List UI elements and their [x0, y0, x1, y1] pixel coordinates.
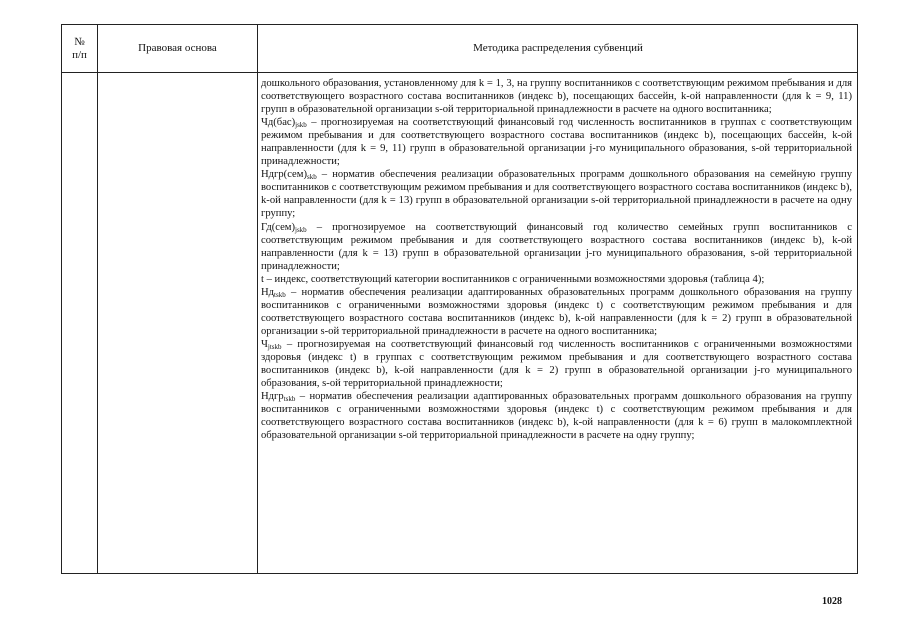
method-paragraph [261, 286, 852, 338]
method-text-cell [261, 77, 852, 442]
method-paragraph [261, 338, 852, 390]
methodology-table [61, 24, 858, 574]
variable-subscript: skb [306, 173, 317, 182]
method-paragraph [261, 116, 852, 168]
column-divider [257, 25, 258, 573]
variable-subscript: jskb [295, 121, 307, 130]
method-paragraph [261, 273, 852, 286]
header-divider [62, 72, 857, 73]
variable-subscript: tskb [274, 290, 286, 299]
paragraph-lead: Гд(сем) [261, 221, 296, 233]
header-method-label: Методика распределения субвенций [473, 42, 643, 54]
paragraph-lead: дошкольного образования, установленному для k = 1, 3, на группу воспитанников с соответствующим режимом пребывания и для соответствующего возрастного состава воспитанников (индекс b), посещающих бассейн, k-ой направленности (для k = 9, 11) групп в образовательной организации s-ой территориальной принадлежности в расчете на одного воспитанника; [261, 78, 852, 116]
paragraph-lead: Ндгр [261, 391, 284, 403]
paragraph-lead: Ндгр(сем) [261, 169, 307, 181]
header-method [258, 25, 858, 72]
header-basis [98, 25, 257, 72]
paragraph-lead: t – индекс, соответствующий категории воспитанников с ограниченными возможностями здоровья (таблица 4); [261, 273, 765, 285]
paragraph-definition: – норматив обеспечения реализации адаптированных образовательных программ дошкольного образования на группу воспитанников с ограниченными возможностями здоровья (индекс t) с соответствующим режимом пребывания и для соответствующего возрастного состава воспитанников (индекс b), k-ой направленности (для k = 2) групп в образовательной организации s-ой территориальной принадлежности в расчете на одного воспитанника; [261, 286, 852, 337]
paragraph-definition: – прогнозируемое на соответствующий финансовый год количество семейных групп воспитанников с соответствующим режимом пребывания и для соответствующего возрастного состава воспитанников (индекс b), k-ой направленности (для k = 13) групп в образовательной организации j-го муниципального образования, s-ой территориальной принадлежности; [261, 221, 852, 272]
paragraph-definition: – прогнозируемая на соответствующий финансовый год численность воспитанников в группах с соответствующим режимом пребывания и для соответствующего возрастного состава воспитанников (индекс b), посещающих бассейн, k-ой направленности (для k = 9, 11) групп в образовательной организации j-го муниципального образования, s-ой территориальной принадлежности; [261, 117, 852, 168]
paragraph-lead: Нд [261, 286, 275, 298]
page-number: 1028 [822, 596, 842, 607]
variable-subscript: jtskb [267, 342, 282, 351]
paragraph-definition: – прогнозируемая на соответствующий финансовый год численность воспитанников с ограниченными возможностями здоровья (индекс t) в группах с соответствующим режимом пребывания и для соответствующего возрастного состава воспитанников (индекс b), k-ой направленности (для k = 2) групп в образовательной организации j-го муниципального образования, s-ой территориальной принадлежности; [261, 338, 852, 390]
method-paragraph [261, 77, 852, 116]
method-paragraph [261, 221, 852, 273]
variable-subscript: jskb [295, 225, 307, 234]
column-divider [97, 25, 98, 573]
paragraph-lead: Ч [261, 338, 268, 350]
header-basis-label: Правовая основа [138, 42, 217, 54]
header-number [62, 25, 97, 72]
method-paragraph [261, 390, 852, 442]
header-number-label: № п/п [72, 35, 87, 61]
paragraph-definition: – норматив обеспечения реализации образовательных программ дошкольного образования на семейную группу воспитанников с соответствующим режимом пребывания и для соответствующего возрастного состава воспитанников (индекс b), k-ой направленности (для k = 13) групп в образовательной организации s-ой территориальной принадлежности в расчете на одну группу; [261, 169, 852, 220]
paragraph-definition: – норматив обеспечения реализации адаптированных образовательных программ дошкольного образования на группу воспитанников с ограниченными возможностями здоровья (индекс t) с соответствующим режимом пребывания и для соответствующего возрастного состава воспитанников (индекс b), k-ой направленности (для k = 6) групп в малокомплектной образовательной организации s-ой территориальной принадлежности в расчете на одну группу; [261, 391, 852, 442]
paragraph-lead: Чд(бас) [261, 117, 296, 129]
variable-subscript: tskb [283, 395, 296, 404]
method-paragraph [261, 168, 852, 220]
